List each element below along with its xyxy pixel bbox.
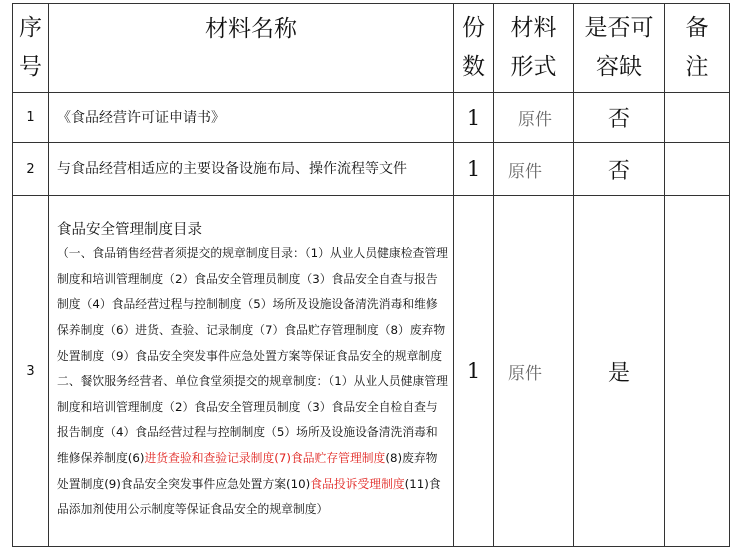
header-seq-line2: 号 bbox=[19, 54, 42, 80]
copies-value: 1 bbox=[454, 93, 494, 143]
copies-value: 1 bbox=[454, 143, 494, 196]
header-name bbox=[49, 4, 454, 93]
header-copies bbox=[454, 4, 494, 93]
form-value: 原件 bbox=[494, 196, 574, 547]
row-number: 3 bbox=[13, 196, 49, 547]
header-optional-line2: 容缺 bbox=[596, 54, 642, 80]
remark-value bbox=[665, 143, 730, 196]
regulation-highlight: 进货查验和查验记录制度(7)食品贮存管理制度 bbox=[144, 450, 386, 465]
header-remark-line1: 备 bbox=[685, 15, 709, 41]
header-seq-line1: 序 bbox=[19, 15, 42, 41]
header-seq bbox=[13, 4, 49, 93]
header-form-line1: 材料 bbox=[510, 15, 557, 41]
material-name bbox=[49, 196, 454, 547]
header-optional-line1: 是否可 bbox=[584, 15, 654, 41]
optional-value: 否 bbox=[574, 143, 665, 196]
regulation-title: 食品安全管理制度目录 bbox=[57, 222, 202, 239]
row-number: 2 bbox=[13, 143, 49, 196]
regulation-part2-end: (11)食品添加剂使用公示制度等保证食品安全的规章制度） bbox=[57, 476, 441, 517]
header-row bbox=[13, 4, 730, 93]
form-value: 原件 bbox=[494, 93, 574, 143]
header-copies-line2: 数 bbox=[462, 54, 485, 80]
header-name-label: 材料名称 bbox=[205, 16, 297, 42]
optional-value: 是 bbox=[574, 196, 665, 547]
header-optional bbox=[574, 4, 665, 93]
regulation-highlight: 食品投诉受理制度 bbox=[310, 476, 405, 491]
regulation-part2-cont: (8)废弃物处置制度(9)食品安全突发事件应急处置方案(10) bbox=[57, 450, 438, 491]
row-number: 1 bbox=[13, 93, 49, 143]
remark-value bbox=[665, 196, 730, 547]
copies-value: 1 bbox=[454, 196, 494, 547]
material-name: 与食品经营相适应的主要设备设施布局、操作流程等文件 bbox=[49, 143, 454, 196]
regulation-part1: （一、食品销售经营者须提交的规章制度目录：（1）从业人员健康检查管理制度和培训管理制度（2）食品安全管理员制度（3）食品安全自查与报告制度（4）食品经营过程与控制制度（5）场所及设施设备清洗消毒和维修保养制度（6）进货、查验、记录制度（7）食品贮存管理制度（8）废弃物处置制度（9）食品安全突发事件应急处置方案等保证食品安全的规章制度 bbox=[57, 246, 448, 363]
header-copies-line1: 份 bbox=[462, 15, 485, 41]
materials-table bbox=[12, 3, 730, 547]
header-remark bbox=[665, 4, 730, 93]
table-row bbox=[13, 196, 730, 547]
regulation-part2: 二、餐饮服务经营者、单位食堂须提交的规章制度：（1）从业人员健康管理制度和培训管理制度（2）食品安全管理员制度（3）食品安全自检自查与报告制度（4）食品经营过程与控制制度（5）场所及设施设备清洗消毒和维修保养制度(6) bbox=[57, 374, 448, 465]
form-value: 原件 bbox=[494, 143, 574, 196]
table-row bbox=[13, 143, 730, 196]
header-remark-line2: 注 bbox=[685, 54, 709, 80]
remark-value bbox=[665, 93, 730, 143]
header-form bbox=[494, 4, 574, 93]
table-row bbox=[13, 93, 730, 143]
optional-value: 否 bbox=[574, 93, 665, 143]
header-form-line2: 形式 bbox=[510, 54, 557, 80]
material-name: 《食品经营许可证申请书》 bbox=[49, 93, 454, 143]
